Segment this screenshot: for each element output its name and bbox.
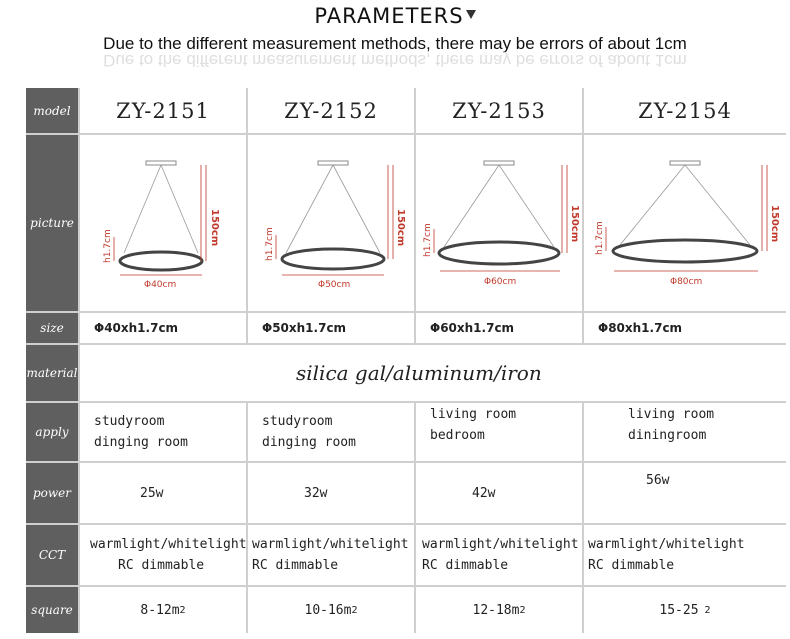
cct-cell: warmlight/whitelight RC dimmable [80, 525, 246, 585]
triangle-down-icon [466, 10, 476, 19]
square-cell: 8-12m 2 [80, 587, 246, 633]
power-cell: 32w [248, 463, 414, 523]
pendant-lamp-diagram [80, 135, 246, 311]
size-cell: Φ50xh1.7cm [248, 313, 414, 343]
row-header-picture: picture [26, 135, 78, 311]
cct-cell: warmlight/whitelight RC dimmable [248, 525, 414, 585]
measurement-notice-reflection: Due to the different measurement methods, there may be errors of about 1cm [103, 51, 687, 70]
row-header-size: size [26, 313, 78, 343]
row-header-power: power [26, 463, 78, 523]
model-cell: ZY-2154 [584, 88, 786, 133]
page-title: PARAMETERS [0, 4, 790, 28]
row-header-material: material [26, 345, 78, 401]
cct-cell: warmlight/whitelight RC dimmable [584, 525, 786, 585]
drop-length-label: 150cm [395, 209, 406, 247]
diameter-label: Φ80cm [670, 277, 703, 287]
drop-length-label: 150cm [209, 209, 220, 247]
picture-cell [248, 135, 414, 311]
cct-cell: warmlight/whitelight RC dimmable [416, 525, 582, 585]
diameter-label: Φ50cm [318, 280, 351, 290]
picture-cell [584, 135, 786, 311]
model-cell: ZY-2153 [416, 88, 582, 133]
height-label: h1.7cm [423, 223, 433, 257]
apply-cell: living room diningroom [584, 403, 786, 461]
height-label: h1.7cm [265, 227, 275, 261]
size-cell: Φ80xh1.7cm [584, 313, 786, 343]
row-header-square: square [26, 587, 78, 633]
power-cell: 42w [416, 463, 582, 523]
power-cell: 25w [80, 463, 246, 523]
diameter-label: Φ40cm [144, 280, 177, 290]
material-cell: silica gal/aluminum/iron [80, 345, 786, 401]
height-label: h1.7cm [103, 229, 113, 263]
measurement-notice: Due to the different measurement methods, there may be errors of about 1cm [103, 34, 687, 53]
power-cell: 56w [584, 463, 786, 523]
pendant-lamp-diagram [248, 135, 414, 311]
pendant-lamp-diagram [584, 135, 786, 311]
model-cell: ZY-2152 [248, 88, 414, 133]
pendant-lamp-diagram [416, 135, 582, 311]
diameter-label: Φ60cm [484, 277, 517, 287]
apply-cell: studyroom dinging room [80, 403, 246, 461]
height-label: h1.7cm [595, 221, 605, 255]
picture-cell [416, 135, 582, 311]
row-header-apply: apply [26, 403, 78, 461]
row-header-model: model [26, 88, 78, 133]
size-cell: Φ40xh1.7cm [80, 313, 246, 343]
square-cell: 12-18m 2 [416, 587, 582, 633]
drop-length-label: 150cm [569, 205, 580, 243]
model-cell: ZY-2151 [80, 88, 246, 133]
apply-cell: living room bedroom [416, 403, 582, 461]
row-header-cct: CCT [26, 525, 78, 585]
square-cell: 10-16m 2 [248, 587, 414, 633]
size-cell: Φ60xh1.7cm [416, 313, 582, 343]
square-cell: 15-25 2 [584, 587, 786, 633]
parameters-table [26, 88, 786, 633]
apply-cell: studyroom dinging room [248, 403, 414, 461]
picture-cell [80, 135, 246, 311]
drop-length-label: 150cm [769, 205, 780, 243]
